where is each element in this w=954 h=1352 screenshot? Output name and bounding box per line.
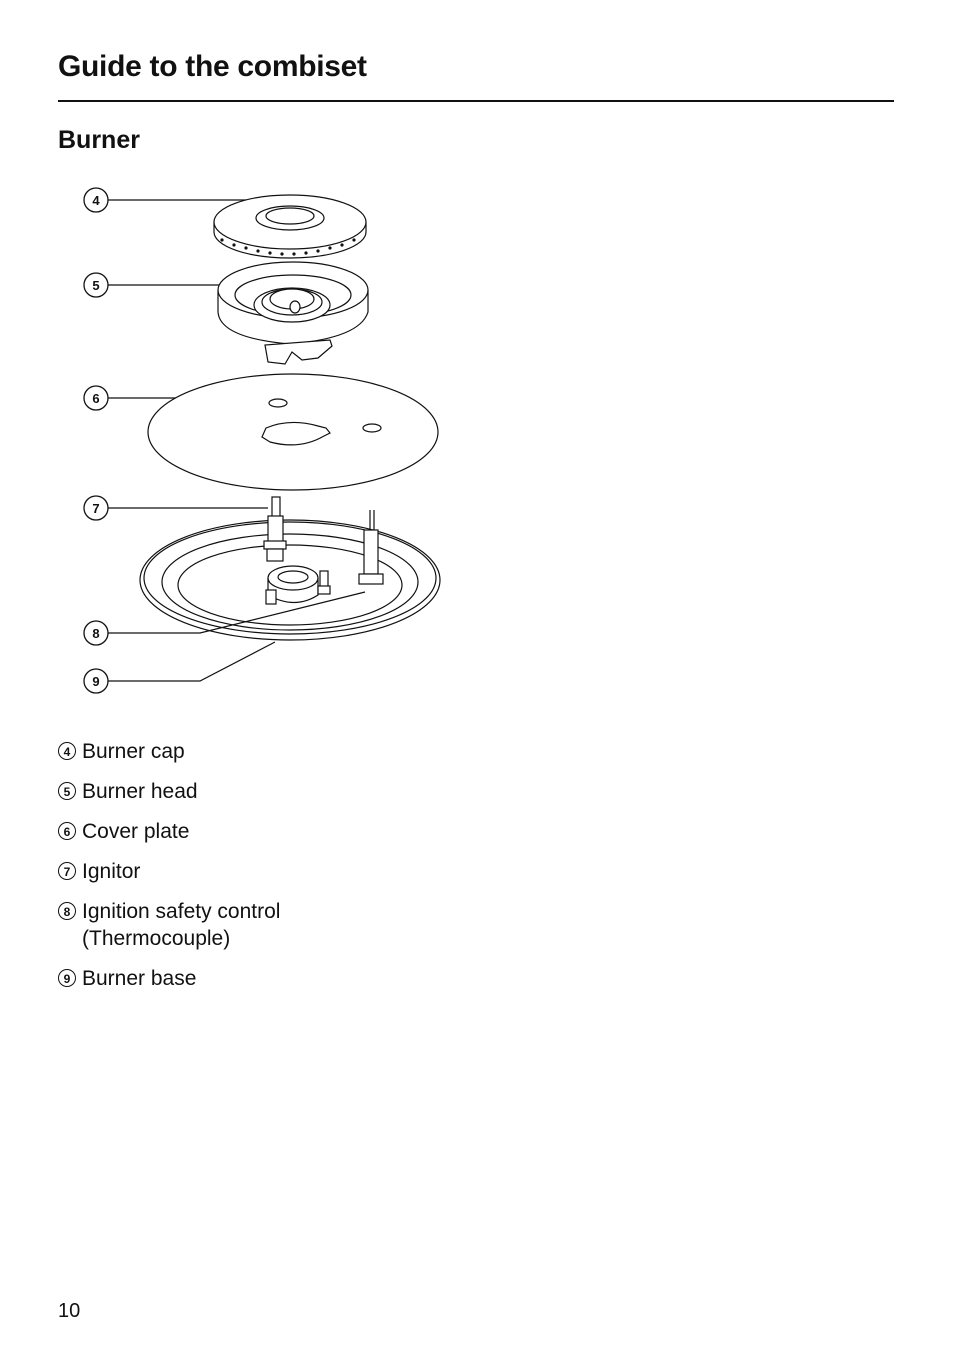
- legend-number: 9: [58, 969, 76, 987]
- page-number: 10: [58, 1300, 81, 1322]
- parts-legend: [58, 738, 342, 1005]
- legend-label: Ignition safety control (Thermocouple): [82, 900, 281, 950]
- legend-label: Cover plate: [82, 820, 190, 843]
- legend-number: 4: [58, 742, 76, 760]
- legend-item: [58, 898, 342, 952]
- burner-base-illustration: [140, 497, 440, 640]
- legend-item: [58, 858, 342, 885]
- legend-label: Burner cap: [82, 740, 185, 763]
- callout-4-label: 4: [92, 193, 100, 208]
- section-heading: Burner: [58, 126, 140, 154]
- page-title: Guide to the combiset: [58, 50, 367, 83]
- legend-label: Ignitor: [82, 860, 141, 883]
- legend-number: 6: [58, 822, 76, 840]
- legend-item: [58, 778, 342, 805]
- legend-number: 8: [58, 902, 76, 920]
- cover-plate-illustration: [148, 374, 438, 490]
- callout-7-label: 7: [92, 501, 100, 516]
- legend-number: 5: [58, 782, 76, 800]
- legend-number: 7: [58, 862, 76, 880]
- callout-5-label: 5: [92, 278, 100, 293]
- burner-head-illustration: [218, 262, 368, 364]
- diagram-callouts: [84, 188, 108, 693]
- legend-label: Burner head: [82, 780, 198, 803]
- legend-item: [58, 818, 342, 845]
- legend-item: [58, 738, 342, 765]
- title-divider: [58, 100, 894, 102]
- callout-6-label: 6: [92, 391, 100, 406]
- legend-item: [58, 965, 342, 992]
- callout-8-label: 8: [92, 626, 100, 641]
- legend-label: Burner base: [82, 967, 197, 990]
- callout-9-label: 9: [92, 674, 100, 689]
- burner-cap-illustration: [214, 195, 366, 258]
- burner-exploded-diagram: [70, 180, 450, 700]
